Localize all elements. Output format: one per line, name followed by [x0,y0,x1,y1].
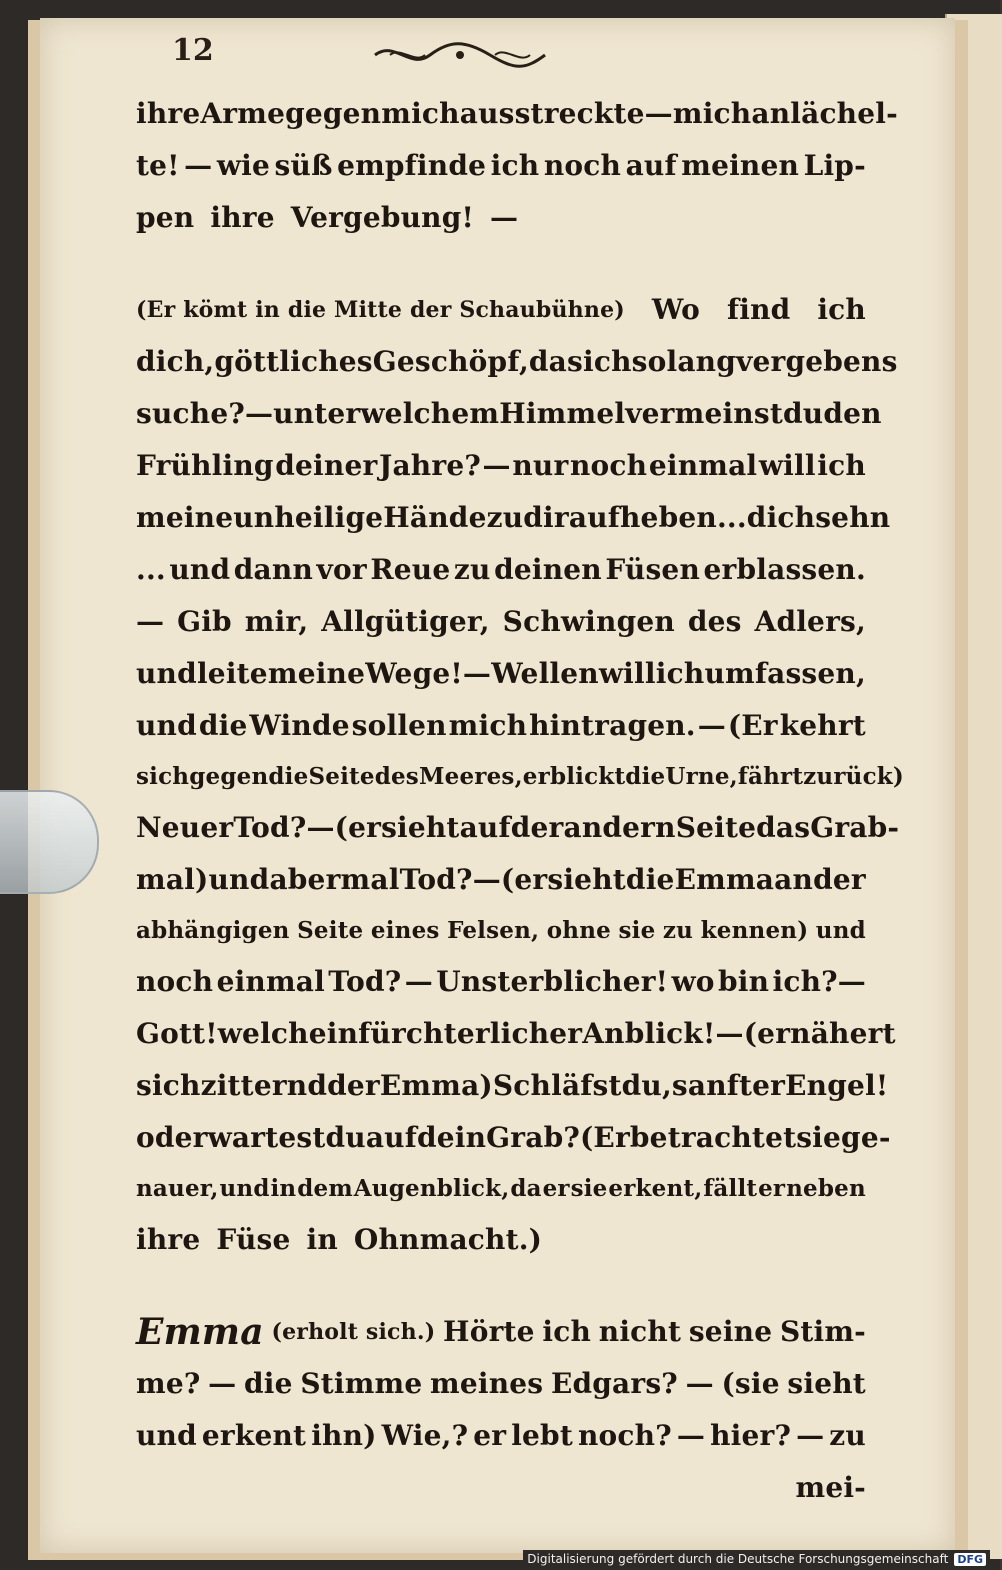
text-line [136,854,866,906]
word: — [404,965,433,998]
word: sie [618,917,656,944]
word: — [685,1367,714,1400]
word: me? [136,1367,201,1400]
word: Tod? [399,863,473,896]
text-line [136,88,898,140]
word: zu [829,1419,866,1452]
word: Seite [675,811,757,844]
word: deinen [494,553,602,586]
text-line [136,802,900,854]
word: Hände [383,501,487,534]
word: hintragen. [529,709,696,742]
text-line [136,140,866,192]
word: — [715,1017,744,1050]
word: mich [672,97,752,130]
word: und [136,709,197,742]
word: dich [746,501,816,534]
word: wo [671,965,715,998]
word: — [676,1419,706,1452]
word: der [327,1069,380,1102]
header-ornament [370,38,550,72]
word: noch [543,149,622,182]
word: welchem [360,397,500,430]
word: Lip- [803,149,866,182]
word: sanfter [671,1069,786,1102]
word: noch [136,965,214,998]
word: unter [273,397,361,430]
word: erblickt [522,763,626,790]
word: ihre [136,1223,201,1256]
word: das [756,811,811,844]
word: und [136,1419,197,1452]
word: erkent, [608,1175,703,1202]
word: einmal [648,449,758,482]
text-line [136,1410,866,1462]
word: will [598,657,656,690]
word: welch [217,1017,309,1050]
text-line [136,956,866,1008]
word: erkent [201,1419,307,1452]
word: oder [136,1121,208,1154]
word: die [625,763,666,790]
word: dem [297,1175,353,1202]
text-line [136,1164,866,1214]
word: dir [523,501,569,534]
word: des [687,605,742,638]
word: Wo [651,293,701,326]
word: zu [453,553,491,586]
word: bin [718,965,770,998]
word: der [510,811,564,844]
text-line [136,1306,866,1358]
word: Engel! [785,1069,889,1102]
word: wie [216,149,271,182]
word: ein [308,1017,359,1050]
word: mir, [244,605,309,638]
word: abhängigen [136,917,290,944]
word: Frühling [136,449,274,482]
text-line [136,388,882,440]
word: — [697,709,726,742]
word: Himmel [499,397,626,430]
word: süß [274,149,333,182]
word: da [510,1175,542,1202]
word: meine [267,657,366,690]
word: Gott! [136,1017,218,1050]
paragraph-gap [136,1266,866,1306]
word: du [782,397,824,430]
word: — [208,1367,237,1400]
word: ich [583,345,632,378]
word: Winde [249,709,350,742]
word: Neuer [136,811,234,844]
word: ihn) [311,1419,377,1452]
word: auf [459,811,511,844]
word: nauer, [136,1175,219,1202]
word: fährt [737,763,804,790]
word: auf [625,149,677,182]
word: und [219,1175,270,1202]
word: lebt [511,1419,573,1452]
word: zurück) [803,763,905,790]
word: Meeres, [418,763,523,790]
word: einmal [216,965,325,998]
text-line [136,1358,866,1410]
word: Schläfst [492,1069,622,1102]
word: und [815,917,866,944]
text-line [136,1462,866,1514]
word: pen [136,201,195,234]
word: ihre [210,201,275,234]
word: zitternd [200,1069,328,1102]
word: meines [430,1367,544,1400]
word: er [758,1175,786,1202]
word: nähert [790,1017,896,1050]
word: (er [500,863,548,896]
word: Geschöpf, [372,345,529,378]
word: erblassen. [703,553,866,586]
word: fällt [703,1175,758,1202]
word: er [542,1175,570,1202]
word: des [374,763,419,790]
word: unheilige [233,501,384,534]
word: dann [233,553,314,586]
word: Arme [200,97,286,130]
word: eines [370,917,440,944]
word: anlächel- [751,97,898,130]
word: so [631,345,667,378]
word: — [472,863,501,896]
word: gegen [285,97,382,130]
word: Unsterblicher! [436,965,669,998]
word: Emma [674,863,775,896]
word: (er [743,1017,791,1050]
word: kennen) [700,917,809,944]
word: ... [136,553,166,586]
word: Adlers, [754,605,866,638]
word: Jahre? [379,449,481,482]
word: Füse [216,1223,291,1256]
digitization-credit [523,1550,990,1568]
word: Augenblick, [353,1175,510,1202]
word: will [758,449,816,482]
word: Gib [177,605,232,638]
word: die [625,863,675,896]
word: (er [334,811,382,844]
word: Tod? [328,965,402,998]
word: ich [490,149,540,182]
word: hier? [710,1419,792,1452]
dfg-logo-icon: DFG [954,1553,986,1566]
text-line [136,1008,896,1060]
word: ich [655,657,705,690]
word: sollen [351,709,447,742]
word: (Er [579,1121,630,1154]
text-line [136,492,891,544]
word: sehn [815,501,891,534]
word: mich [448,709,528,742]
word: vor [316,553,367,586]
word: — [244,397,274,430]
credit-text: Digitalisierung gefördert durch die Deutsche Forschungsgemeinschaft [527,1552,949,1566]
word: meinen [681,149,800,182]
word: Allgütiger, [321,605,490,638]
word: du, [621,1069,672,1102]
word: die [244,1367,293,1400]
word: Wege! [365,657,463,690]
word: Stim- [779,1315,866,1348]
word: — [644,97,673,130]
text-line [136,1214,866,1266]
word: den [823,397,882,430]
word: Reue [370,553,451,586]
word: (Er kömt in die Mitte der Schaubühne) [136,297,625,323]
word: ohne [546,917,611,944]
word: (erholt sich.) [271,1319,436,1345]
word: Füsen [605,553,701,586]
word: abermal [269,863,400,896]
paragraph-gap [136,244,866,284]
page-text [136,88,905,1514]
word: Ohnmacht.) [353,1223,543,1256]
word: andern [563,811,676,844]
page-holder-clip [0,790,99,894]
word: dich, [136,345,215,378]
word: Wellen [491,657,599,690]
page-number: 12 [172,33,214,68]
word: seine [688,1315,773,1348]
text-line [136,906,866,956]
word: noch [570,449,648,482]
word: vermeinst [625,397,783,430]
word: — [482,449,511,482]
word: — [490,201,519,234]
word: Seite [297,917,364,944]
text-line [136,336,898,388]
word: mei- [795,1471,866,1504]
word: gegen [189,763,269,790]
word: mich [381,97,460,130]
word: sieht [381,811,460,844]
word: dein [416,1121,487,1154]
word: Anblick! [582,1017,716,1050]
word: und [136,657,197,690]
text-line [136,752,905,802]
word: nur [512,449,569,482]
word: Stimme [300,1367,423,1400]
word: und [208,863,270,896]
word: Grab- [810,811,900,844]
word: Tod? [233,811,307,844]
word: — [136,605,165,638]
word: Schwingen [502,605,675,638]
word: (Er [727,709,778,742]
word: in [306,1223,338,1256]
word: nicht [598,1315,682,1348]
word: zu [662,917,694,944]
word: find [726,293,791,326]
word: Urne, [665,763,738,790]
word: er [473,1419,507,1452]
word: du [325,1121,366,1154]
word: ... [716,501,747,534]
text-line [136,1060,889,1112]
word: Felsen, [447,917,540,944]
word: Seite [308,763,375,790]
word: lang [666,345,737,378]
word: Edgars? [550,1367,678,1400]
word: mal) [136,863,209,896]
word: auf [365,1121,417,1154]
word: ich?— [772,965,866,998]
word: noch? [577,1419,672,1452]
word: (sie [721,1367,780,1400]
text-line [136,284,866,336]
word: Hörte [443,1315,535,1348]
word: — [462,657,492,690]
word: das [528,345,583,378]
word: neben [786,1175,866,1202]
word: sich [136,1069,201,1102]
word: ausstreckte [459,97,645,130]
word: — [796,1419,825,1452]
word: deiner [275,449,378,482]
word: der [813,863,866,896]
word: meine [136,501,234,534]
word: Emma) [379,1069,493,1102]
word: göttliches [214,345,373,378]
word: Vergebung! [290,201,475,234]
word: ge- [841,1121,891,1154]
word: sie [570,1175,608,1202]
word: betrachtet [629,1121,797,1154]
text-line [136,648,866,700]
text-line [136,440,866,492]
word: an [774,863,814,896]
text-line [136,544,866,596]
word: fürchterlicher [358,1017,583,1050]
word: ich [817,293,866,326]
speaker-name: Emma [136,1311,264,1353]
word: sieht [787,1367,866,1400]
word: ich [817,449,866,482]
word: zu [486,501,524,534]
word: te! [136,149,180,182]
word: wartest [207,1121,326,1154]
word: suche? [136,397,245,430]
word: die [268,763,309,790]
word: sieht [547,863,626,896]
word: Grab? [486,1121,580,1154]
word: vergebens [736,345,898,378]
text-line [136,192,866,244]
book-page [40,18,955,1553]
word: leite [196,657,268,690]
word: sie [796,1121,842,1154]
word: und [169,553,231,586]
text-line [136,700,866,752]
word: — [306,811,335,844]
word: umfassen, [704,657,866,690]
word: die [198,709,248,742]
text-line [136,1112,891,1164]
word: kehrt [779,709,866,742]
word: aufheben [568,501,717,534]
word: Wie,? [381,1419,469,1452]
word: ich [542,1315,592,1348]
word: sich [136,763,190,790]
word: ihre [136,97,201,130]
word: — [184,149,213,182]
text-line [136,596,866,648]
word: in [270,1175,297,1202]
word: empfinde [337,149,487,182]
